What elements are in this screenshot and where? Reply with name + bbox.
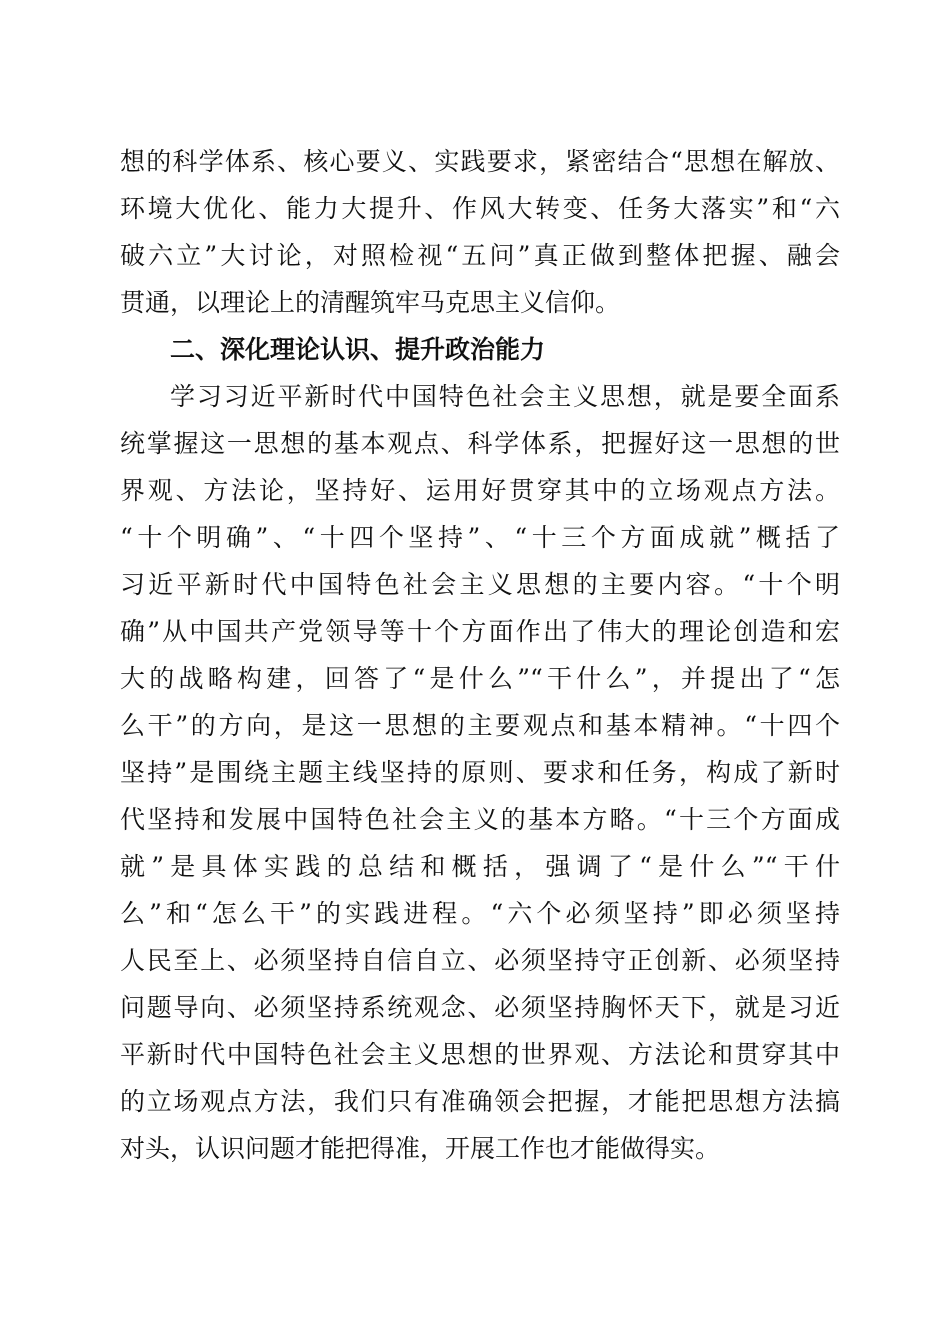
paragraph-line: 确”从中国共产党领导等十个方面作出了伟大的理论创造和宏 — [120, 617, 840, 646]
paragraph-main — [120, 373, 840, 1172]
paragraph-line: 对头，认识问题才能把得准，开展工作也才能做得实。 — [120, 1134, 721, 1163]
paragraph-line: 统掌握这一思想的基本观点、科学体系，把握好这一思想的世 — [120, 429, 840, 458]
paragraph-line: 环境大优化、能力大提升、作风大转变、任务大落实”和“六 — [120, 194, 840, 223]
paragraph-line: 平新时代中国特色社会主义思想的世界观、方法论和贯穿其中 — [120, 1040, 840, 1069]
paragraph-line: 么干”的方向，是这一思想的主要观点和基本精神。“十四个 — [120, 711, 840, 740]
paragraph-line: 问题导向、必须坚持系统观念、必须坚持胸怀天下，就是习近 — [120, 993, 840, 1022]
paragraph-line: 人民至上、必须坚持自信自立、必须坚持守正创新、必须坚持 — [120, 946, 840, 975]
section-heading: 二、深化理论认识、提升政治能力 — [170, 335, 546, 364]
paragraph-line: 想的科学体系、核心要义、实践要求，紧密结合“思想在解放、 — [120, 147, 840, 176]
paragraph-line: 界观、方法论，坚持好、运用好贯穿其中的立场观点方法。 — [120, 476, 840, 505]
paragraph-line: 破六立”大讨论，对照检视“五问”真正做到整体把握、融会 — [120, 241, 840, 270]
paragraph-line: 的立场观点方法，我们只有准确领会把握，才能把思想方法搞 — [120, 1087, 840, 1116]
paragraph-line: 习近平新时代中国特色社会主义思想的主要内容。“十个明 — [120, 570, 840, 599]
paragraph-line: 代坚持和发展中国特色社会主义的基本方略。“十三个方面成 — [120, 805, 840, 834]
paragraph-line: “十个明确”、“十四个坚持”、“十三个方面成就”概括了 — [120, 523, 840, 552]
document-body — [120, 138, 840, 1172]
paragraph-line: 学习习近平新时代中国特色社会主义思想，就是要全面系 — [170, 382, 840, 411]
paragraph-line: 贯通，以理论上的清醒筑牢马克思主义信仰。 — [120, 288, 621, 317]
paragraph-continued — [120, 138, 840, 326]
paragraph-line: 坚持”是围绕主题主线坚持的原则、要求和任务，构成了新时 — [120, 758, 840, 787]
paragraph-line: 么”和“怎么干”的实践进程。“六个必须坚持”即必须坚持 — [120, 899, 840, 928]
paragraph-line: 大的战略构建，回答了“是什么”“干什么”，并提出了“怎 — [120, 664, 840, 693]
paragraph-line: 就”是具体实践的总结和概括，强调了“是什么”“干什 — [120, 852, 840, 881]
